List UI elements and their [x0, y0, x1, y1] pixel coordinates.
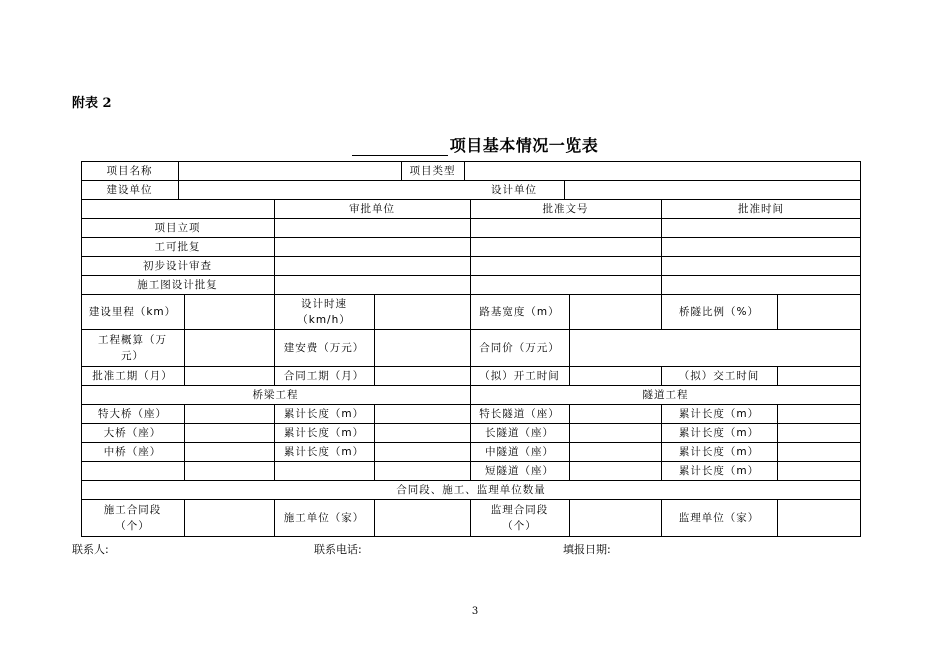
footer-date: 填报日期:: [563, 543, 611, 556]
project-budget-line2: 元）: [121, 349, 144, 362]
footer-contact: 联系人:: [72, 543, 109, 556]
label-supervision-sections: [470, 499, 569, 537]
label-long-tunnel: 长隧道（座）: [485, 426, 554, 439]
supervision-sections-line1: 监理合同段: [490, 504, 549, 516]
label-extra-long-tunnel: 特长隧道（座）: [479, 407, 560, 420]
supervision-sections-line2: （个）: [502, 520, 537, 532]
label-tunnel-length-1: 累计长度（m）: [678, 407, 760, 420]
label-construction-cost: 建安费（万元）: [283, 341, 365, 354]
label-feasibility-reply: 工可批复: [154, 240, 201, 253]
title-blank-line: [352, 140, 448, 156]
project-budget-line1: 工程概算（万: [98, 333, 167, 346]
construction-sections-line1: 施工合同段: [103, 504, 162, 516]
label-construction-sections: [81, 499, 184, 537]
label-contract-price: 合同价（万元）: [479, 341, 560, 354]
header-approval-time: 批准时间: [738, 202, 784, 215]
label-medium-bridge: 中桥（座）: [103, 445, 162, 458]
project-info-table: [81, 161, 861, 537]
label-bridge-tunnel-ratio: 桥隧比例（%）: [679, 305, 759, 318]
label-project-name: 项目名称: [106, 164, 153, 177]
page-title: [0, 133, 950, 156]
appendix-label: 附表 2: [72, 96, 112, 111]
label-tunnel-length-4: 累计长度（m）: [678, 464, 760, 477]
label-approved-duration: 批准工期（月）: [92, 369, 173, 382]
label-project-budget: [85, 329, 180, 366]
label-contract-duration: 合同工期（月）: [283, 369, 365, 382]
page-number: 3: [471, 606, 479, 617]
design-speed-line2: （km/h）: [297, 313, 351, 326]
label-super-bridge: 特大桥（座）: [98, 407, 167, 420]
label-supervision-units: 监理单位（家）: [678, 512, 760, 524]
label-preliminary-design-review: 初步设计审查: [143, 259, 212, 272]
header-contract-section-count: 合同段、施工、监理单位数量: [396, 483, 546, 496]
label-bridge-length-1: 累计长度（m）: [283, 407, 365, 420]
construction-sections-line2: （个）: [115, 520, 150, 532]
label-handover-time: （拟）交工时间: [678, 369, 760, 382]
label-mileage: 建设里程（km）: [88, 305, 177, 318]
footer-phone: 联系电话:: [314, 543, 362, 556]
label-tunnel-length-2: 累计长度（m）: [678, 426, 760, 439]
header-approval-unit: 审批单位: [349, 202, 395, 215]
label-tunnel-length-3: 累计长度（m）: [678, 445, 760, 458]
label-bridge-length-3: 累计长度（m）: [283, 445, 365, 458]
header-approval-number: 批准文号: [542, 202, 589, 215]
design-speed-line1: 设计时速: [301, 297, 347, 310]
label-start-time: （拟）开工时间: [479, 369, 560, 382]
label-construction-units: 施工单位（家）: [283, 512, 365, 524]
header-bridge-works: 桥梁工程: [252, 388, 299, 401]
label-short-tunnel: 短隧道（座）: [485, 464, 554, 477]
label-design-speed: [274, 294, 374, 329]
label-construction-drawing-reply: 施工图设计批复: [137, 278, 218, 291]
title-text: 项目基本情况一览表: [449, 136, 599, 155]
label-construction-unit: 建设单位: [106, 183, 153, 196]
label-medium-tunnel: 中隧道（座）: [485, 445, 554, 458]
header-tunnel-works: 隧道工程: [642, 388, 689, 401]
label-project-approval: 项目立项: [154, 221, 201, 234]
label-design-unit: 设计单位: [491, 183, 537, 196]
label-bridge-length-2: 累计长度（m）: [283, 426, 365, 439]
label-large-bridge: 大桥（座）: [103, 426, 162, 439]
label-project-type: 项目类型: [409, 164, 456, 177]
label-roadbed-width: 路基宽度（m）: [479, 305, 560, 318]
